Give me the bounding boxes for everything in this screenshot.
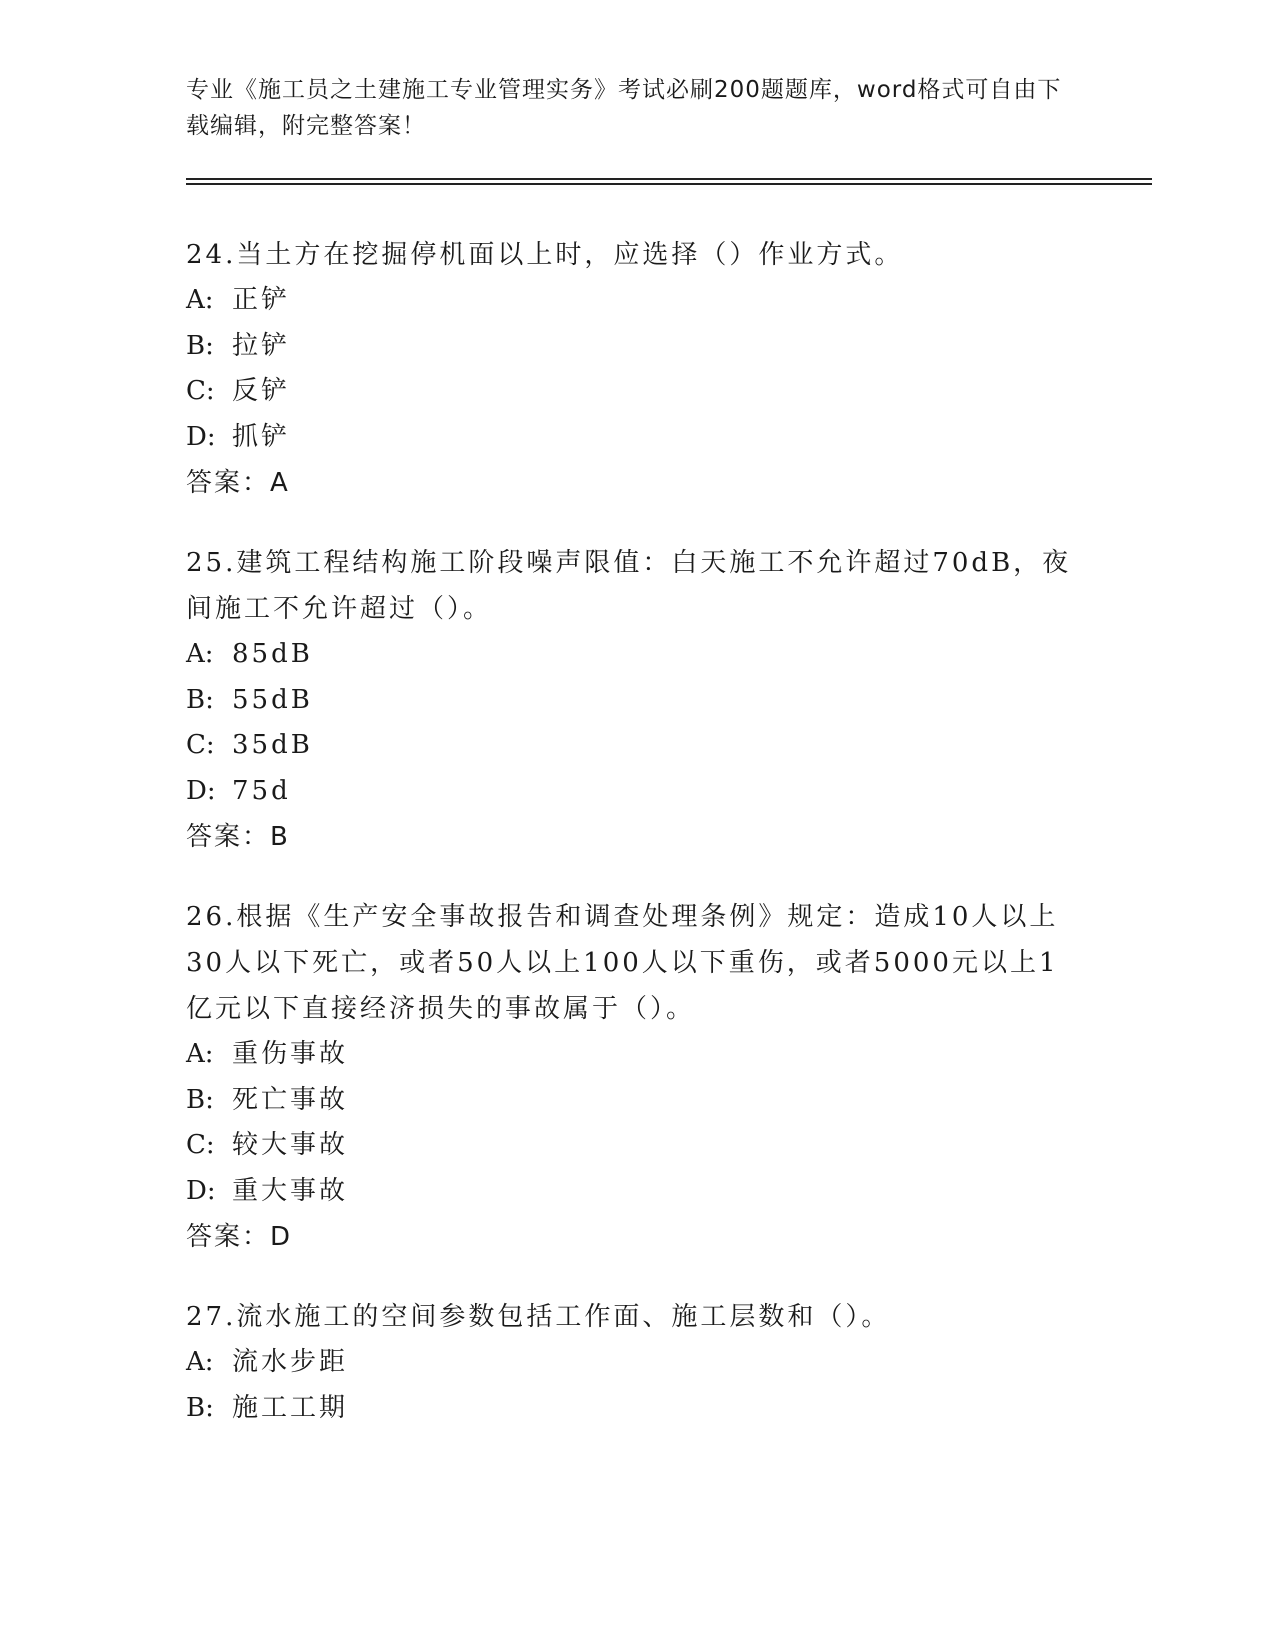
option-a bbox=[186, 1032, 1086, 1078]
option-letter: C: bbox=[186, 730, 215, 760]
option-d bbox=[186, 769, 1086, 815]
answer-label: 答案： bbox=[186, 822, 271, 852]
option-text: 流水步距 bbox=[232, 1347, 349, 1377]
option-text: 85dB bbox=[232, 639, 313, 669]
option-letter: D: bbox=[186, 1175, 216, 1206]
header-divider-top bbox=[186, 178, 1152, 180]
option-text: 施工工期 bbox=[232, 1392, 349, 1423]
option-c bbox=[186, 1123, 1086, 1169]
answer-line bbox=[186, 1214, 1086, 1260]
option-b bbox=[186, 678, 1086, 724]
option-letter: D: bbox=[186, 421, 216, 452]
question-25 bbox=[186, 540, 1086, 860]
option-letter: B: bbox=[186, 684, 214, 715]
answer-value: B bbox=[270, 822, 288, 852]
option-letter: A: bbox=[186, 285, 214, 315]
option-c bbox=[186, 369, 1086, 415]
option-text: 重大事故 bbox=[232, 1175, 349, 1206]
question-27 bbox=[186, 1294, 1086, 1431]
option-d bbox=[186, 415, 1086, 461]
option-text: 拉铲 bbox=[232, 330, 291, 361]
option-b bbox=[186, 324, 1086, 370]
option-b bbox=[186, 1386, 1086, 1432]
question-text: 24.当土方在挖掘停机面以上时，应选择（）作业方式。 bbox=[186, 240, 904, 270]
option-letter: C: bbox=[186, 376, 215, 406]
question-list bbox=[186, 232, 1086, 1465]
answer-value: D bbox=[270, 1222, 291, 1252]
header-divider-bottom bbox=[186, 183, 1152, 185]
option-letter: B: bbox=[186, 330, 214, 361]
option-text: 35dB bbox=[232, 730, 313, 760]
option-letter: D: bbox=[186, 775, 216, 806]
option-letter: A: bbox=[186, 1347, 214, 1377]
option-text: 75d bbox=[232, 775, 291, 806]
answer-value: A bbox=[270, 468, 288, 498]
option-b bbox=[186, 1078, 1086, 1124]
option-text: 反铲 bbox=[232, 376, 291, 406]
option-text: 抓铲 bbox=[232, 421, 291, 452]
option-a bbox=[186, 1340, 1086, 1386]
option-letter: A: bbox=[186, 1039, 214, 1069]
question-text: 27.流水施工的空间参数包括工作面、施工层数和（）。 bbox=[186, 1302, 891, 1332]
option-c bbox=[186, 723, 1086, 769]
option-letter: C: bbox=[186, 1130, 215, 1160]
option-letter: B: bbox=[186, 1084, 214, 1115]
option-text: 较大事故 bbox=[232, 1130, 349, 1160]
answer-line bbox=[186, 460, 1086, 506]
option-text: 重伤事故 bbox=[232, 1039, 349, 1069]
question-26 bbox=[186, 894, 1086, 1260]
option-text: 正铲 bbox=[232, 285, 291, 315]
answer-label: 答案： bbox=[186, 468, 271, 498]
option-letter: A: bbox=[186, 639, 214, 669]
option-text: 死亡事故 bbox=[232, 1084, 349, 1115]
question-text: 26.根据《生产安全事故报告和调查处理条例》规定：造成10人以上30人以下死亡，或者50人以上100人以下重伤，或者5000元以上1亿元以下直接经济损失的事故属于（）。 bbox=[186, 902, 1059, 1024]
option-letter: B: bbox=[186, 1392, 214, 1423]
answer-label: 答案： bbox=[186, 1222, 271, 1252]
option-a bbox=[186, 632, 1086, 678]
option-text: 55dB bbox=[232, 684, 313, 715]
answer-line bbox=[186, 814, 1086, 860]
document-header: 专业《施工员之土建施工专业管理实务》考试必刷200题题库，word格式可自由下载编辑，附完整答案！ bbox=[186, 77, 1062, 139]
question-24 bbox=[186, 232, 1086, 506]
option-d bbox=[186, 1169, 1086, 1215]
option-a bbox=[186, 278, 1086, 324]
question-text: 25.建筑工程结构施工阶段噪声限值：白天施工不允许超过70dB，夜间施工不允许超过（）。 bbox=[186, 548, 1072, 624]
